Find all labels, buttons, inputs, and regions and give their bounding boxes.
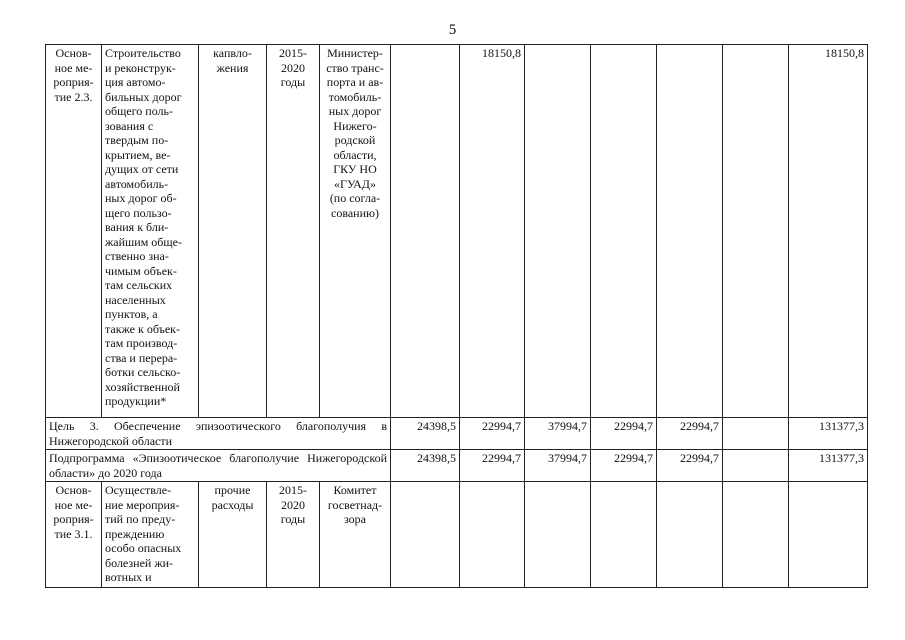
executor: Комитет госветнад- зора (320, 482, 391, 588)
value-2020 (723, 482, 789, 588)
period: 2015- 2020 годы (267, 482, 320, 588)
value-2016: 18150,8 (460, 45, 525, 418)
value-total: 131377,3 (789, 450, 868, 482)
value-2017 (525, 482, 591, 588)
value-2019: 22994,7 (657, 418, 723, 450)
value-2019: 22994,7 (657, 450, 723, 482)
value-2017 (525, 45, 591, 418)
value-2017: 37994,7 (525, 450, 591, 482)
table-row (46, 482, 868, 588)
measure-code: Основ- ное ме- роприя- тие 3.1. (46, 482, 102, 588)
value-2019 (657, 45, 723, 418)
value-2018 (591, 482, 657, 588)
value-2015: 24398,5 (391, 450, 460, 482)
period: 2015- 2020 годы (267, 45, 320, 418)
value-total: 18150,8 (789, 45, 868, 418)
value-2018: 22994,7 (591, 450, 657, 482)
executor: Министер- ство транс- порта и ав- томобиль- ных дорог Нижего- родской области, ГКУ НО «ГУАД» (по согла- сованию) (320, 45, 391, 418)
measure-code: Основ- ное ме- роприя- тие 2.3. (46, 45, 102, 418)
goal-title: Цель 3. Обеспечение эпизоотического благополучия в Нижегородской области (46, 418, 391, 450)
value-2018: 22994,7 (591, 418, 657, 450)
value-2015: 24398,5 (391, 418, 460, 450)
table-row (46, 45, 868, 418)
value-total (789, 482, 868, 588)
subprogram-title: Подпрограмма «Эпизоотическое благополучие Нижегородской области» до 2020 года (46, 450, 391, 482)
measure-name: Строительство и реконструк- ция автомо- бильных дорог общего поль- зования с твердым по- крытием, ве- дущих от сети автомобиль- ных дорог об- щего пользо- вания к бли- жайшим обще- ственно зна- чимым объек- там сельских населенных пунктов, а также к объек- там производ- ства и перера- ботки сельско- хозяйственной продукции* (102, 45, 199, 418)
table-row (46, 418, 868, 450)
expense-type: капвло- жения (199, 45, 267, 418)
value-2015 (391, 45, 460, 418)
expense-type: прочие расходы (199, 482, 267, 588)
value-total: 131377,3 (789, 418, 868, 450)
value-2017: 37994,7 (525, 418, 591, 450)
value-2019 (657, 482, 723, 588)
page-number: 5 (448, 22, 457, 38)
value-2016: 22994,7 (460, 418, 525, 450)
measure-name: Осуществле- ние мероприя- тий по преду- преждению особо опасных болезней жи- вотных и (102, 482, 199, 588)
table-row (46, 450, 868, 482)
value-2016 (460, 482, 525, 588)
value-2020 (723, 418, 789, 450)
value-2020 (723, 45, 789, 418)
value-2018 (591, 45, 657, 418)
budget-table (45, 44, 868, 588)
value-2015 (391, 482, 460, 588)
value-2020 (723, 450, 789, 482)
value-2016: 22994,7 (460, 450, 525, 482)
